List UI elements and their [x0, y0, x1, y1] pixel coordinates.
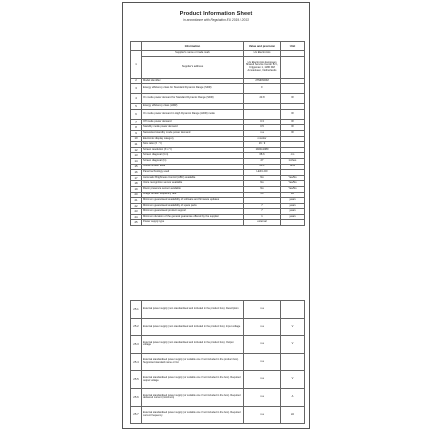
table-header-row — [131, 42, 305, 51]
row-description: Supplier's address — [142, 56, 244, 78]
row-number: 25.7 — [131, 406, 142, 424]
row-description: Visible screen area — [142, 164, 244, 170]
row-unit: cm — [281, 153, 305, 159]
row-description: On mode power demand in High Dynamic Range (HDR) mode — [142, 109, 244, 119]
row-description: Supplier's name or trade mark — [142, 51, 244, 57]
row-description: External power supply (non standardised and included in the product box). Input voltage — [142, 318, 244, 336]
table-row — [131, 94, 305, 104]
row-description: Power supply type — [142, 220, 244, 226]
table-row — [131, 109, 305, 119]
row-unit: W — [281, 125, 305, 131]
row-description: Minimum guaranteed availability of software and firmware updates — [142, 198, 244, 204]
table-row — [131, 336, 305, 354]
row-value: No — [244, 181, 281, 187]
row-number: 7 — [131, 119, 142, 125]
row-description: External standardised power supply (or suitable one if not included in the box). Required delivered current (minimum) — [142, 388, 244, 406]
table-row — [131, 318, 305, 336]
row-number: 17 — [131, 175, 142, 181]
row-value: n.a — [244, 388, 281, 406]
row-unit: W — [281, 119, 305, 125]
row-number: 3 — [131, 84, 142, 94]
row-number: 13 — [131, 153, 142, 159]
row-unit: Hz — [281, 406, 305, 424]
row-value: n.a — [244, 371, 281, 389]
row-unit: W — [281, 94, 305, 104]
row-unit: V — [281, 336, 305, 354]
row-description: Image refresh frequency rate — [142, 192, 244, 198]
header-value: Value and precision — [244, 42, 281, 51]
row-number: 11 — [131, 142, 142, 148]
row-value: external — [244, 220, 281, 226]
row-value: 0.3 — [244, 119, 281, 125]
sheet-subtitle: in accordance with Regulation EU 2019 / 2013 — [183, 18, 249, 22]
row-unit: inches — [281, 158, 305, 164]
row-number: 5 — [131, 104, 142, 110]
row-unit: years — [281, 198, 305, 204]
row-unit — [281, 353, 305, 371]
row-number: 9 — [131, 130, 142, 136]
table-row — [131, 56, 305, 78]
row-unit: W — [281, 109, 305, 119]
row-description: External standardised power supply (or suitable one if not included in the box). Required current frequency — [142, 406, 244, 424]
row-description: External standardised power supply (or suitable one if not included in the box). Required output voltage — [142, 371, 244, 389]
row-number: 22 — [131, 203, 142, 209]
row-description: Networked standby mode power demand — [142, 130, 244, 136]
row-value: n.a — [244, 130, 281, 136]
row-number: 20 — [131, 192, 142, 198]
row-value — [244, 109, 281, 119]
row-value: 20.1 — [244, 164, 281, 170]
row-number: 14 — [131, 158, 142, 164]
row-unit: Yes/No — [281, 181, 305, 187]
row-unit: dm2 — [281, 164, 305, 170]
row-value: n.a — [244, 301, 281, 319]
product-information-sheet — [122, 2, 310, 429]
row-description: Size ratio (X : Y) — [142, 142, 244, 148]
row-description: Minimum guaranteed availability of spare parts — [142, 203, 244, 209]
row-description: External standardised power supply (or suitable one if not included in the product box). Supported standard name or list — [142, 353, 244, 371]
row-number: 15 — [131, 164, 142, 170]
row-value: 60 — [244, 192, 281, 198]
row-value: No — [244, 175, 281, 181]
row-description: Model identifier — [142, 78, 244, 84]
row-unit: Hz — [281, 192, 305, 198]
row-number: 25.1 — [131, 301, 142, 319]
table-row — [131, 371, 305, 389]
row-number: 19 — [131, 186, 142, 192]
row-number: 25.3 — [131, 336, 142, 354]
row-unit: Yes/No — [281, 186, 305, 192]
product-info-table — [130, 41, 305, 226]
row-value: 27 — [244, 158, 281, 164]
row-number: 24 — [131, 214, 142, 220]
row-unit — [281, 301, 305, 319]
row-number: 4 — [131, 94, 142, 104]
row-description: Panel technology used — [142, 170, 244, 176]
row-value: LG Electronics European Shared Service Center B.V., Krijgsman 1, 1186 DM Amstelveen, Netherlands — [244, 56, 281, 78]
row-value: 0.5 — [244, 125, 281, 131]
row-description: Standby mode power demand — [142, 125, 244, 131]
row-value: 68.6 — [244, 153, 281, 159]
row-description: Minimum duration of the general guarantee offered by the supplier — [142, 214, 244, 220]
row-description: Energy efficiency class (HDR) — [142, 104, 244, 110]
header-unit: Unit — [281, 42, 305, 51]
row-number: 25.4 — [131, 353, 142, 371]
row-number: 25 — [131, 220, 142, 226]
row-number: 12 — [131, 147, 142, 153]
row-value: n.a — [244, 406, 281, 424]
row-description: External power supply (non standardised and included in the product box). Description — [142, 301, 244, 319]
header-information: Information — [142, 42, 244, 51]
row-description: Screen resolution (X x Y) — [142, 147, 244, 153]
row-unit — [281, 56, 305, 78]
row-unit: A — [281, 388, 305, 406]
row-value: 27MK600M — [244, 78, 281, 84]
row-unit: V — [281, 371, 305, 389]
row-number: 23 — [131, 209, 142, 215]
row-value: 1 — [244, 214, 281, 220]
table-row — [131, 84, 305, 94]
row-value: 1920x1080 — [244, 147, 281, 153]
power-supply-table — [130, 300, 305, 424]
row-description: Electronic display category — [142, 136, 244, 142]
row-description: Off mode power demand — [142, 119, 244, 125]
row-description: Energy efficiency class for Standard Dynamic Range (SDR) — [142, 84, 244, 94]
row-value: 7 — [244, 209, 281, 215]
row-value: n.a — [244, 353, 281, 371]
row-description: Screen diagonal (Cm) — [142, 153, 244, 159]
table-row — [131, 301, 305, 319]
row-number: 2 — [131, 78, 142, 84]
row-description: Minimum guaranteed product support — [142, 209, 244, 215]
row-unit: years — [281, 209, 305, 215]
table-row — [131, 220, 305, 226]
row-number: 6 — [131, 109, 142, 119]
row-value: LED LCD — [244, 170, 281, 176]
row-number: 10 — [131, 136, 142, 142]
table-row — [131, 406, 305, 424]
row-value: LG Electronics — [244, 51, 281, 57]
row-description: Screen diagonal (In) — [142, 158, 244, 164]
row-value: n.a — [244, 318, 281, 336]
row-value: No — [244, 186, 281, 192]
row-number: 25.5 — [131, 371, 142, 389]
row-description: External power supply (non standardised and included in the product box). Output voltage — [142, 336, 244, 354]
row-value: 7 — [244, 203, 281, 209]
table-row — [131, 353, 305, 371]
row-unit: W — [281, 130, 305, 136]
row-description: Automatic Brightness Control (ABC) available — [142, 175, 244, 181]
row-number: 16 — [131, 170, 142, 176]
row-value: 16 : 9 — [244, 142, 281, 148]
row-value: 23.8 — [244, 94, 281, 104]
row-description: Room presence sensor available — [142, 186, 244, 192]
header-blank — [131, 42, 142, 51]
row-unit: years — [281, 203, 305, 209]
row-value: monitor — [244, 136, 281, 142]
row-description: On mode power demand for Standard Dynamic Range (SDR) — [142, 94, 244, 104]
row-number: 1 — [131, 51, 142, 79]
row-unit — [281, 84, 305, 94]
row-description: Voice recognition sensor available — [142, 181, 244, 187]
row-number: 18 — [131, 181, 142, 187]
row-unit: Yes/No — [281, 175, 305, 181]
table-row — [131, 388, 305, 406]
sheet-title: Product Information Sheet — [179, 11, 253, 17]
row-number: 25.2 — [131, 318, 142, 336]
row-unit: years — [281, 214, 305, 220]
row-value: F — [244, 84, 281, 94]
row-number: 25.6 — [131, 388, 142, 406]
row-unit: V — [281, 318, 305, 336]
row-number: 8 — [131, 125, 142, 131]
row-value: n.a — [244, 336, 281, 354]
row-number: 21 — [131, 198, 142, 204]
row-unit — [281, 220, 305, 226]
